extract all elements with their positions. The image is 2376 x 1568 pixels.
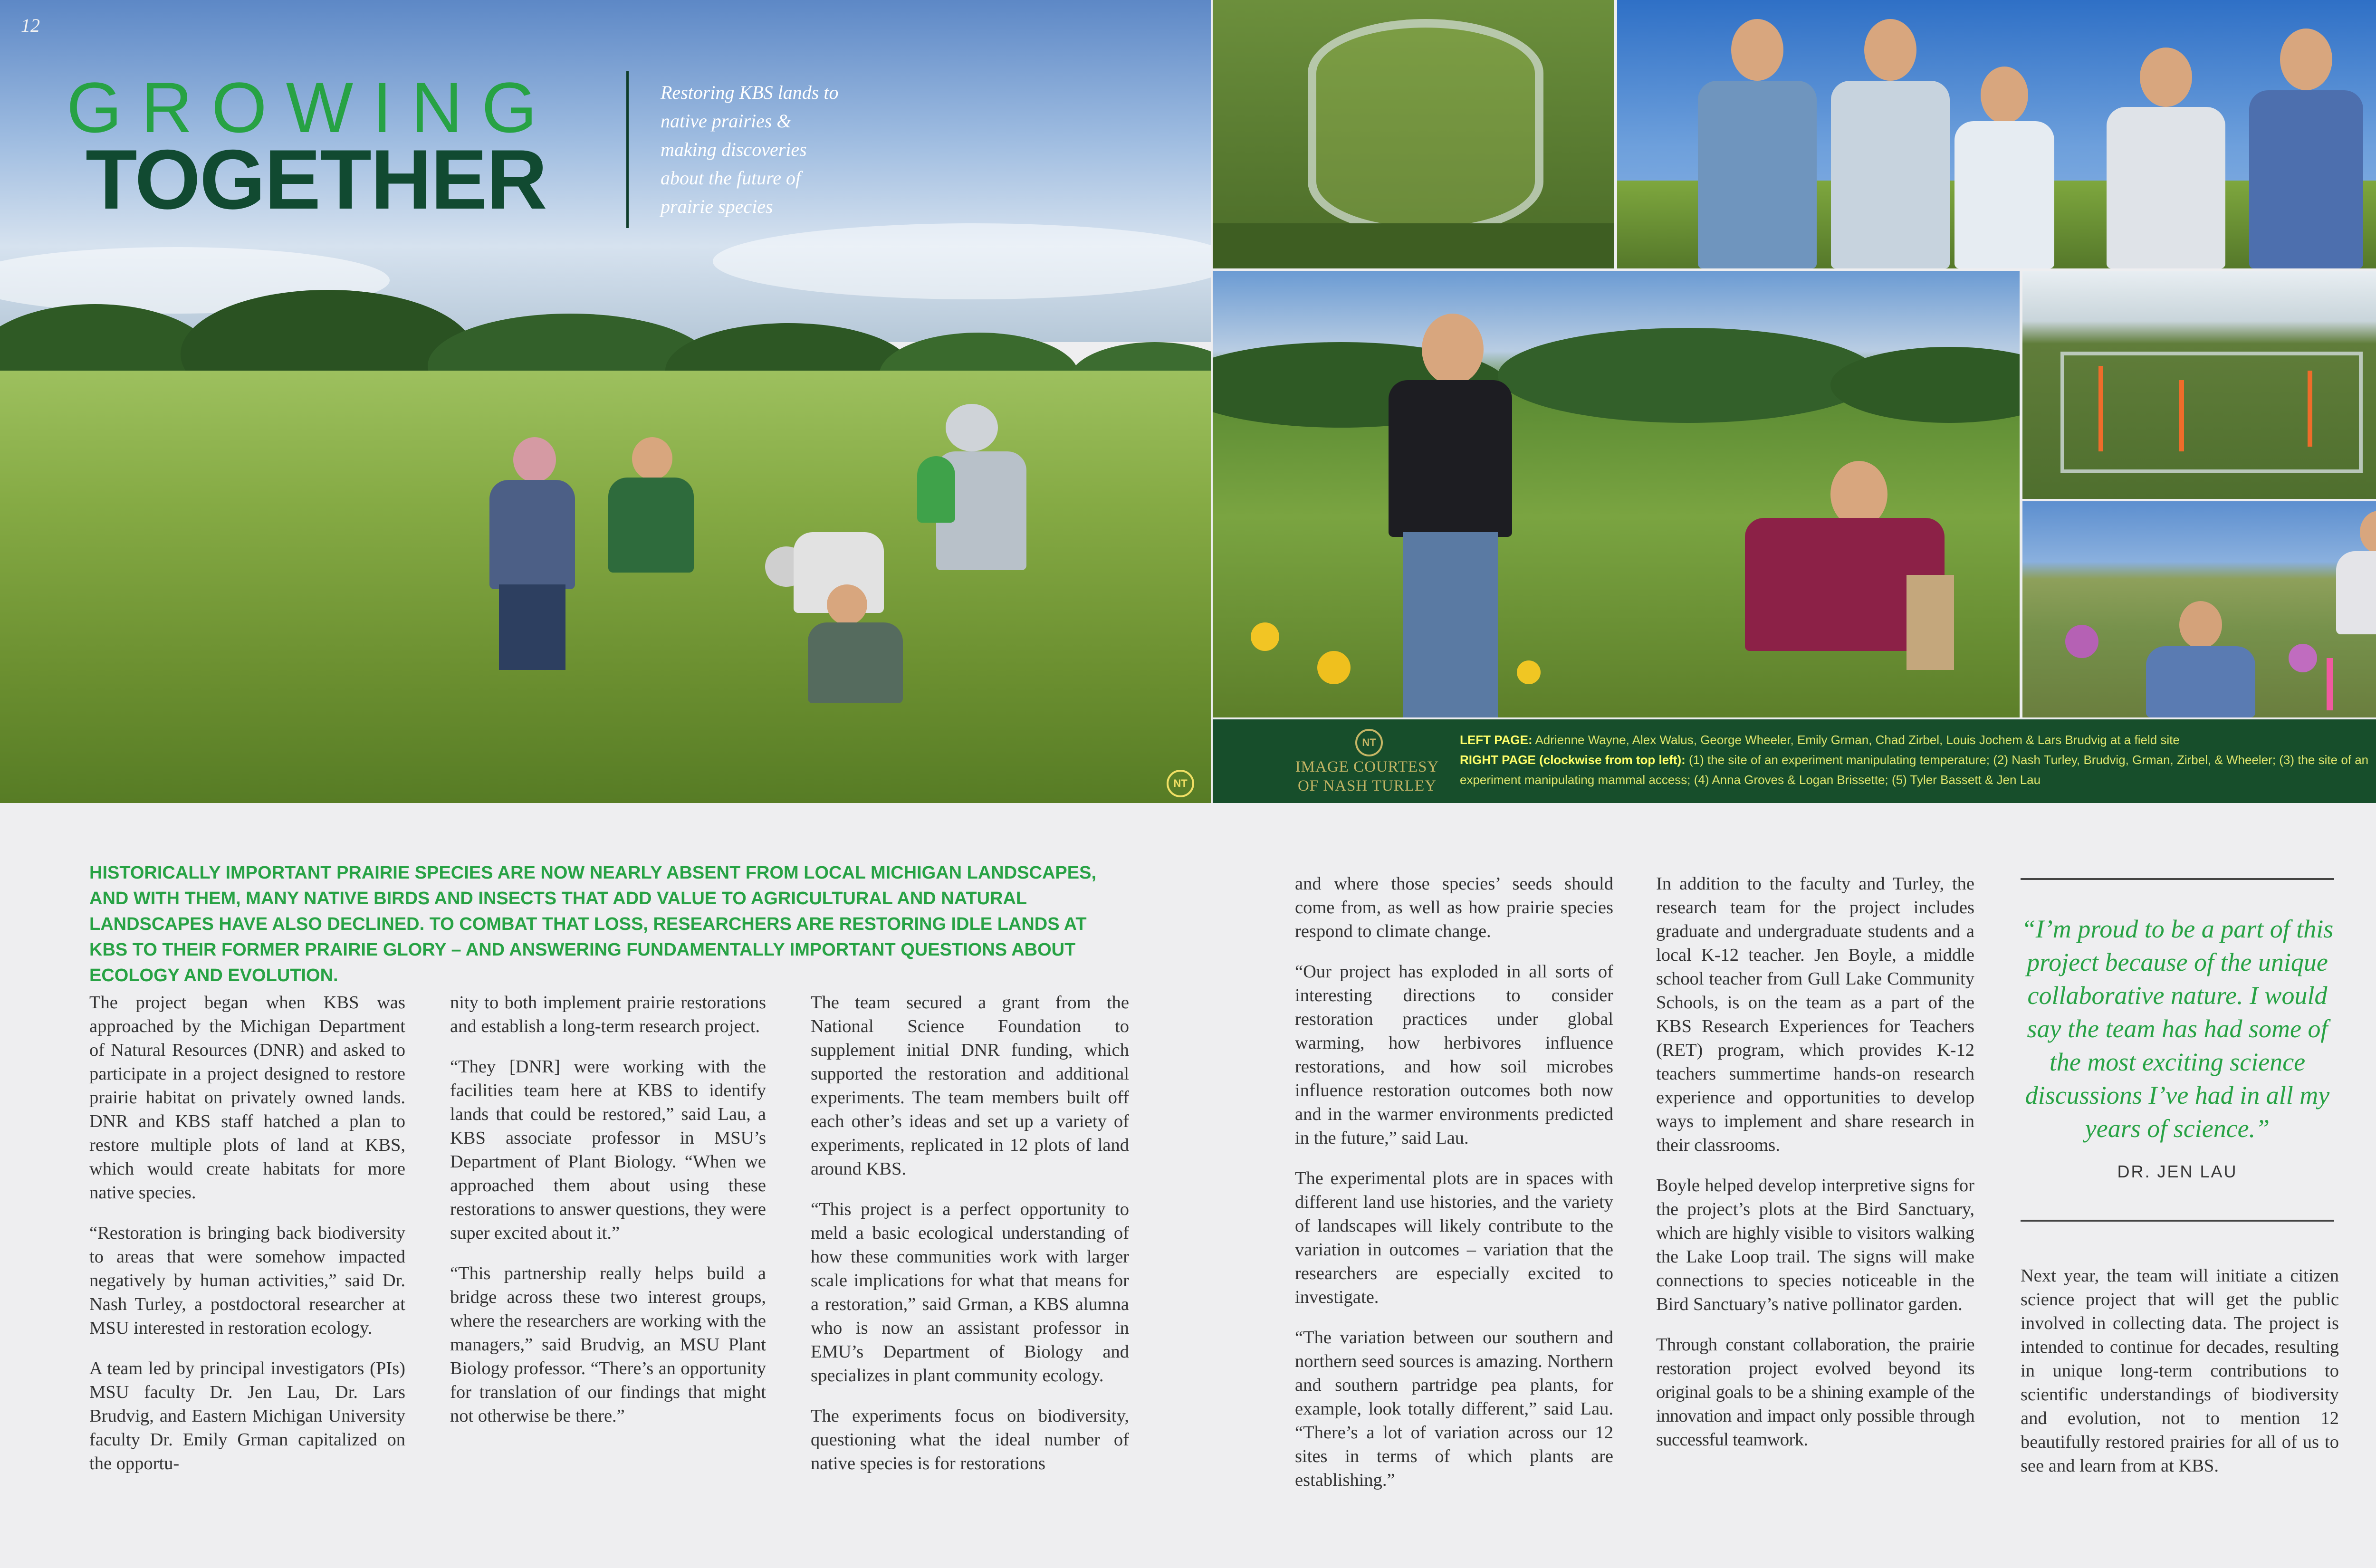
photo-caption-bar bbox=[1213, 719, 2376, 803]
subtitle: Restoring KBS lands to native prairies & making discoveries about the future of prairie species bbox=[661, 82, 839, 217]
paragraph: and where those species’ seeds should come from, as well as how prairie species respond to climate change. bbox=[1295, 874, 1613, 941]
paragraph: A team led by principal investigators (PIs) MSU faculty Dr. Jen Lau, Dr. Lars Brudvig, and Eastern Michigan University faculty Dr. Emily Grman capitalized on the opportu- bbox=[89, 1358, 405, 1473]
body-column-2 bbox=[450, 991, 766, 1444]
body-column-3 bbox=[811, 991, 1129, 1492]
paragraph: Through constant collaboration, the prairie restoration project evolved beyond its original goals to be a shining example of the innovation and impact only possible through successful teamwork. bbox=[1656, 1335, 1974, 1450]
paragraph: In addition to the faculty and Turley, the research team for the project includes graduate and undergraduate students and a local K-12 teacher. Jen Boyle, a middle school teacher from Gull Lake Community Schools, is on the team as a part of the KBS Research Experiences for Teachers (RET) program, which provides K-12 teachers summertime hands-on research experience and opportunities to develop ways to implement and share research in their classrooms. bbox=[1656, 874, 1974, 1155]
pull-quote: “I’m proud to be a part of this project because of the unique collaborative nature. I would say the team has had some of the most exciting science discussions I’ve had in all my years of science.” bbox=[2021, 915, 2334, 1143]
pull-quote-author: DR. JEN LAU bbox=[2117, 1162, 2238, 1181]
caption-left-label: LEFT PAGE: bbox=[1460, 733, 1533, 747]
paragraph: “Restoration is bringing back biodiversity to areas that were somehow impacted negatively by human activities,” said Dr. Nash Turley, a postdoctoral researcher at MSU interested in restoration ecology. bbox=[89, 1223, 405, 1338]
pull-quote-rule-top bbox=[2021, 878, 2334, 880]
body-column-1 bbox=[89, 991, 405, 1492]
body-column-5 bbox=[1656, 872, 1974, 1468]
paragraph: “They [DNR] were working with the facilities team here at KBS to identify lands that could be restored,” said Lau, a KBS associate professor in MSU’s Department of Plant Biology. “When we approached them about using these restorations to answer questions, they were super excited about it.” bbox=[450, 1057, 766, 1243]
paragraph: “This partnership really helps build a bridge across these two interest groups, where the researchers are working with the managers,” said Brudvig, an MSU Plant Biology professor. “There’s an opportunity for translation of our findings that might not otherwise be there.” bbox=[450, 1263, 766, 1426]
paragraph: Boyle helped develop interpretive signs for the project’s plots at the Bird Sanctuary, which are highly visible to visitors walking the Lake Loop trail. The signs will make connections to species noticeable in the Bird Sanctuary’s native pollinator garden. bbox=[1656, 1176, 1974, 1314]
pull-quote-rule-bottom bbox=[2021, 1220, 2334, 1222]
body-column-6 bbox=[2021, 1264, 2339, 1494]
paragraph: The project began when KBS was approached by the Michigan Department of Natural Resources (DNR) and asked to participate in a project designed to restore prairie habitat on privately owned lands. DNR and KBS staff hatched a plan to restore multiple plots of land at KBS, which would create habitats for more native species. bbox=[89, 993, 405, 1203]
paragraph: The experimental plots are in spaces with different land use histories, and the variety of landscapes will likely contribute to the variation in outcomes – variation that the researchers are especially excited to investigate. bbox=[1295, 1168, 1613, 1307]
photo-bassett-lau bbox=[2022, 501, 2376, 717]
photo-groves-brissette bbox=[1213, 271, 2020, 717]
caption-left-text: Adrienne Wayne, Alex Walus, George Wheeler, Emily Grman, Chad Zirbel, Louis Jochem & Lars Brudvig at a field site bbox=[1532, 733, 2180, 747]
paragraph: “The variation between our southern and northern seed sources is amazing. Northern and southern partridge pea plants, for example, look totally different,” said Lau. “There’s a lot of variation across our 12 sites in terms of which plants are establishing.” bbox=[1295, 1328, 1613, 1490]
photo-credit-badge: NT bbox=[1167, 770, 1194, 797]
paragraph: Next year, the team will initiate a citizen science project that will get the public involved in collecting data. The project is intended to continue for decades, resulting in unique long-term contributions to scientific understandings of biodiversity and evolution, not to mention 12 beautifully restored prairies for all of us to see and learn from at KBS. bbox=[2021, 1266, 2339, 1476]
image-courtesy-line2: OF NASH TURLEY bbox=[1297, 777, 1437, 794]
paragraph: “Our project has exploded in all sorts of interesting directions to consider restoration practices under global warming, how herbivores influence restorations, and how soil microbes influence restoration outcomes both now and in the warmer environments predicted in the future,” said Lau. bbox=[1295, 962, 1613, 1148]
page-number-left: 12 bbox=[21, 15, 40, 36]
photo-temperature-experiment bbox=[1213, 0, 1614, 268]
caption-right-text: (1) the site of an experiment manipulating temperature; (2) Nash Turley, Brudvig, Grman, Zirbel, & Wheeler; (3) the site of an experiment manipulating mammal access; (4) Anna Groves & Logan Brissette; (5) Tyler Bassett & Jen Lau bbox=[1460, 753, 2369, 787]
title-line-together: TOGETHER bbox=[86, 132, 546, 227]
title-line-growing: GROWING bbox=[67, 67, 556, 147]
image-courtesy-line1: IMAGE COURTESY bbox=[1295, 758, 1439, 775]
caption-right-label: RIGHT PAGE (clockwise from top left): bbox=[1460, 753, 1686, 767]
nt-logo-badge: NT bbox=[1355, 729, 1383, 756]
title-divider bbox=[626, 71, 629, 228]
paragraph: “This project is a perfect opportunity to meld a basic ecological understanding of how these communities work with larger scale implications for what that means for a restoration,” said Grman, a KBS alumna who is now an assistant professor in EMU’s Department of Biology and specializes in plant community ecology. bbox=[811, 1199, 1129, 1386]
paragraph: The team secured a grant from the National Science Foundation to supplement initial DNR funding, which supported the restoration and additional experiments. The team members built off each other’s ideas and set up a variety of experiments, replicated in 12 plots of land around KBS. bbox=[811, 993, 1129, 1179]
paragraph: The experiments focus on biodiversity, questioning what the ideal number of native species is for restorations bbox=[811, 1406, 1129, 1473]
caption-text bbox=[1460, 730, 2376, 790]
photo-mammal-exclosure bbox=[2022, 271, 2376, 499]
hero-photo-field-team bbox=[0, 0, 1211, 803]
photo-team-portrait bbox=[1617, 0, 2376, 268]
lead-paragraph: HISTORICALLY IMPORTANT PRAIRIE SPECIES ARE NOW NEARLY ABSENT FROM LOCAL MICHIGAN LANDSCAPES, AND WITH THEM, MANY NATIVE BIRDS AND INSECTS THAT ADD VALUE TO AGRICULTURAL AND NATURAL LANDSCAPES HAVE ALSO DECLINED. TO COMBAT THAT LOSS, RESEARCHERS ARE RESTORING IDLE LANDS AT KBS TO THEIR FORMER PRAIRIE GLORY – AND ANSWERING FUNDAMENTALLY IMPORTANT QUESTIONS ABOUT ECOLOGY AND EVOLUTION. bbox=[89, 863, 1097, 985]
paragraph: nity to both implement prairie restorations and establish a long-term research project. bbox=[450, 993, 766, 1036]
body-column-4 bbox=[1295, 872, 1613, 1509]
